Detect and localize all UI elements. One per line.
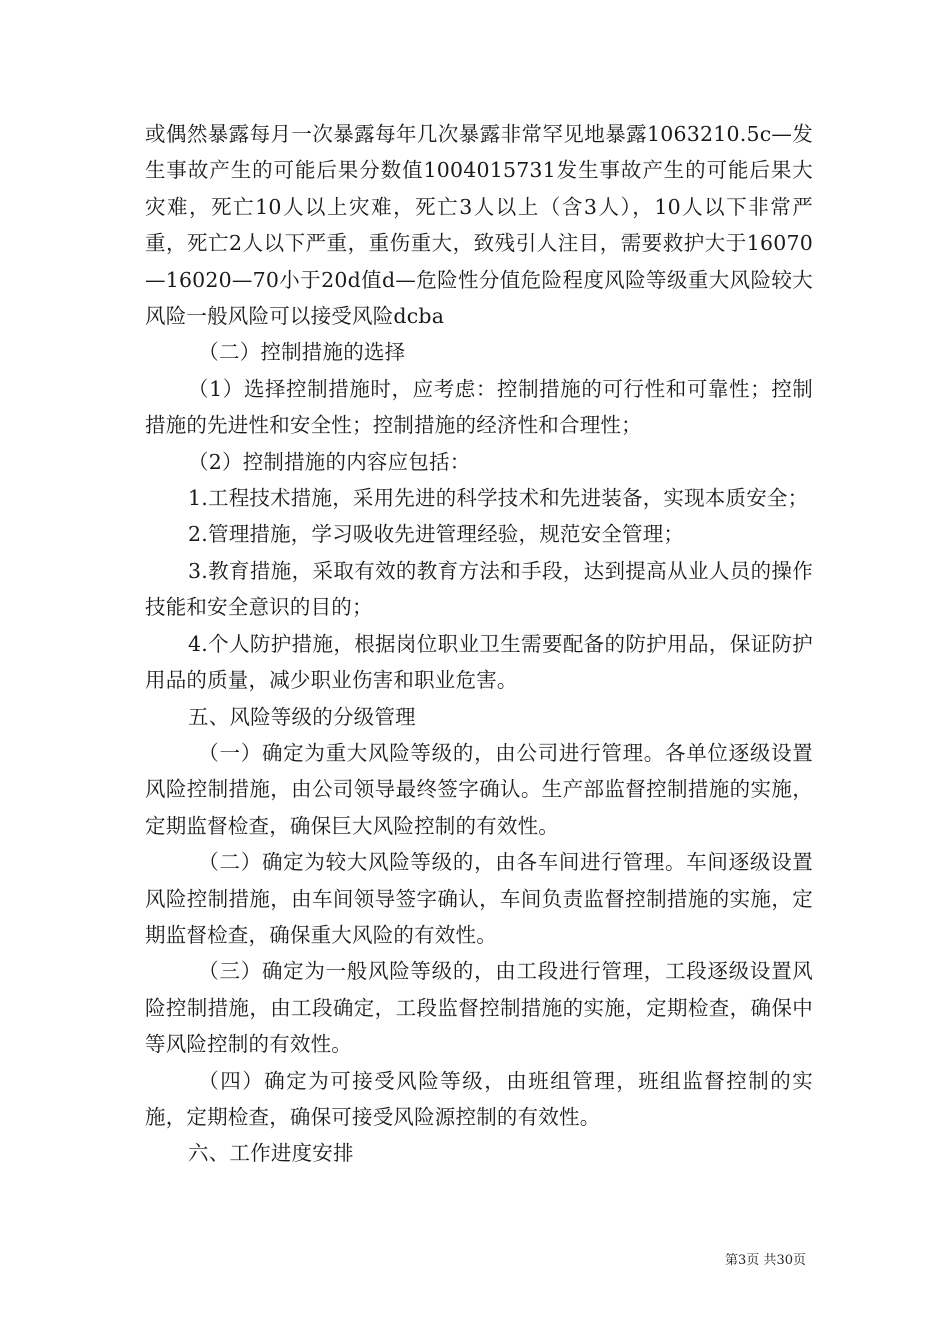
- paragraph-engineering-measures: 1.工程技术措施，采用先进的科学技术和先进装备，实现本质安全；: [188, 486, 809, 511]
- footer-prefix: 第: [725, 1253, 739, 1268]
- footer-middle: 页 共: [746, 1253, 777, 1268]
- paragraph-acceptable-risk: （四）确定为可接受风险等级，由班组管理，班组监督控制的实施，定期检查，确保可接受风险源控制的有效性。: [145, 1068, 813, 1129]
- footer-total-pages: 30: [776, 1253, 793, 1268]
- document-body: [145, 116, 813, 1172]
- paragraph-general-risk: （三）确定为一般风险等级的，由工段进行管理，工段逐级设置风险控制措施，由工段确定，工段监督控制措施的实施，定期检查，确保中等风险控制的有效性。: [145, 959, 813, 1057]
- paragraph-heading-control-selection: （二）控制措施的选择: [198, 340, 406, 365]
- paragraph-larger-risk: （二）确定为较大风险等级的，由各车间进行管理。车间逐级设置风险控制措施，由车间领导签字确认，车间负责监督控制措施的实施，定期监督检查，确保重大风险的有效性。: [145, 850, 813, 947]
- page-footer: [0, 1249, 806, 1268]
- paragraph-education-measures: 3.教育措施，采取有效的教育方法和手段，达到提高从业人员的操作技能和安全意识的目的；: [145, 558, 813, 620]
- paragraph-management-measures: 2.管理措施，学习吸收先进管理经验，规范安全管理；: [188, 522, 685, 547]
- paragraph-major-risk: （一）确定为重大风险等级的，由公司进行管理。各单位逐级设置风险控制措施，由公司领导最终签字确认。生产部监督控制措施的实施，定期监督检查，确保巨大风险控制的有效性。: [145, 740, 813, 838]
- footer-page-number: 3: [738, 1253, 747, 1268]
- footer-suffix: 页: [792, 1253, 806, 1268]
- paragraph-control-contents: （2）控制措施的内容应包括：: [188, 449, 471, 474]
- paragraph-personal-protection: 4.个人防护措施，根据岗位职业卫生需要配备的防护用品，保证防护用品的质量，减少职业伤害和职业危害。: [145, 631, 813, 693]
- section-heading-risk-grading: 五、风险等级的分级管理: [188, 704, 416, 729]
- paragraph-control-considerations: （1）选择控制措施时，应考虑：控制措施的可行性和可靠性；控制措施的先进性和安全性；控制措施的经济性和合理性；: [145, 376, 813, 438]
- section-heading-work-schedule: 六、工作进度安排: [188, 1141, 354, 1166]
- paragraph-risk-table-text: 或偶然暴露每月一次暴露每年几次暴露非常罕见地暴露1063210.5c—发生事故产生的可能后果分数值1004015731发生事故产生的可能后果大灾难，死亡10人以上灾难，死亡3人以上（含3人），10人以下非常严重，死亡2人以下严重，重伤重大，致残引人注目，需要救护大于16070—16020—70小于20d值d—危险性分值危险程度风险等级重大风险较大风险一般风险可以接受风险dcba: [145, 122, 813, 329]
